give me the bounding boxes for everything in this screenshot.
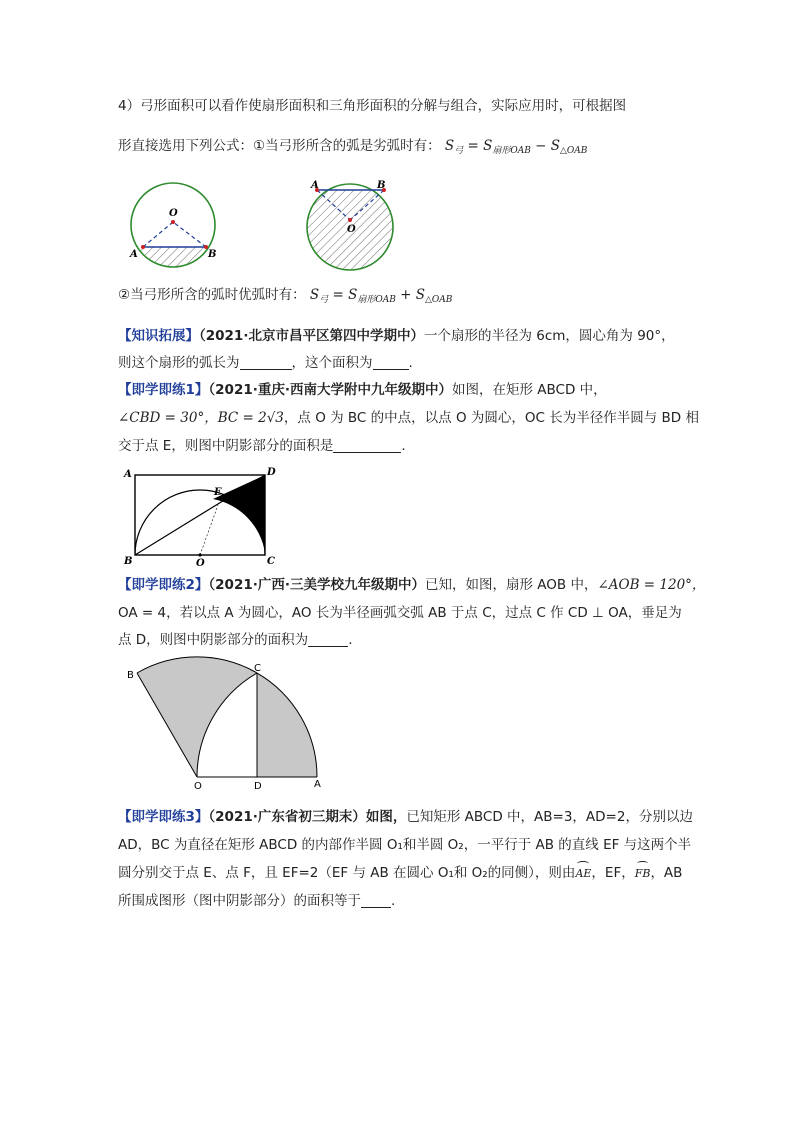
answer-blank[interactable] bbox=[373, 355, 409, 370]
practice1-source: （2021·重庆·西南大学附中九年级期中） bbox=[208, 382, 452, 398]
label-o: O bbox=[169, 208, 178, 219]
label-o: O bbox=[196, 558, 205, 569]
practice1-line-2: ∠CBD = 30°，BC = 2√3，点 O 为 BC 的中点，以点 O 为圆心，OC 长为半径作半圆与 BD 相 bbox=[118, 410, 699, 426]
answer-blank[interactable] bbox=[333, 438, 401, 453]
label-c: C bbox=[254, 663, 261, 674]
label-o: O bbox=[347, 224, 356, 235]
answer-blank[interactable] bbox=[240, 355, 292, 370]
practice1-line-3: 交于点 E，则图中阴影部分的面积是 . bbox=[118, 438, 406, 454]
label-c: C bbox=[267, 556, 275, 567]
label-a: A bbox=[130, 249, 138, 260]
practice1-tag: 【即学即练1】 bbox=[118, 382, 209, 398]
practice3-line-1: 【即学即练3】（2021·广东省初三期末）如图，已知矩形 ABCD 中，AB=3，AD=2，分别以边 bbox=[118, 809, 693, 825]
arc-ae: AE bbox=[575, 864, 591, 884]
label-b: B bbox=[377, 180, 386, 191]
answer-blank[interactable] bbox=[361, 893, 391, 908]
practice3-source: （2021·广东省初三期末）如图， bbox=[208, 809, 407, 825]
label-e: E bbox=[214, 487, 222, 498]
label-b: B bbox=[124, 556, 133, 567]
figure-minor-segment bbox=[120, 178, 230, 278]
label-o: O bbox=[194, 781, 202, 792]
practice2-line-3: 点 D，则图中阴影部分的面积为 . bbox=[118, 632, 353, 648]
label-b: B bbox=[127, 670, 134, 681]
practice1-line-1: 【即学即练1】（2021·重庆·西南大学附中九年级期中）如图，在矩形 ABCD 中， bbox=[118, 382, 607, 398]
label-d: D bbox=[267, 467, 276, 478]
intro-line-3 bbox=[118, 285, 452, 310]
formula-minor-arc: $S_弓 = S_{扇形OAB} - S_{\triangle OAB}$ bbox=[444, 138, 588, 156]
label-a: A bbox=[124, 469, 132, 480]
figure-rectangle-semicircle bbox=[118, 465, 278, 570]
practice3-line-4: 所围成图形（图中阴影部分）的面积等于 . bbox=[118, 893, 396, 909]
intro-line-2 bbox=[118, 136, 587, 161]
label-b: B bbox=[208, 249, 217, 260]
practice3-line-2: AD，BC 为直径在矩形 ABCD 的内部作半圆 O₁和半圆 O₂，一平行于 AB 的直线 EF 与这两个半 bbox=[118, 837, 692, 853]
knowledge-line-1: 【知识拓展】（2021·北京市昌平区第四中学期中）一个扇形的半径为 6cm，圆心角为 90°， bbox=[118, 328, 675, 344]
label-a: A bbox=[314, 779, 321, 790]
practice3-line-3: 圆分别交于点 E、点 F，且 EF=2（EF 与 AB 在圆心 O₁和 O₂的同侧），则由AE，EF，FB，AB bbox=[118, 863, 682, 884]
intro-line-1: 4）弓形面积可以看作使扇形面积和三角形面积的分解与组合，实际应用时，可根据图 bbox=[118, 98, 627, 114]
practice2-tag: 【即学即练2】 bbox=[118, 577, 209, 593]
label-a: A bbox=[311, 180, 319, 191]
intro-line-2-text: 形直接选用下列公式：①当弓形所含的弧是劣弧时有： bbox=[118, 138, 441, 154]
arc-fb: FB bbox=[635, 864, 651, 884]
practice2-source: （2021·广西·三美学校九年级期中） bbox=[208, 577, 425, 593]
practice2-line-2: OA = 4，若以点 A 为圆心，AO 长为半径画弧交弧 AB 于点 C，过点 C 作 CD ⊥ OA，垂足为 bbox=[118, 605, 682, 621]
figure-sector bbox=[120, 660, 335, 795]
knowledge-line-2: 则这个扇形的弧长为 ，这个面积为 . bbox=[118, 355, 413, 371]
answer-blank[interactable] bbox=[308, 632, 348, 647]
formula-major-arc: $S_弓 = S_{扇形OAB} + S_{\triangle OAB}$ bbox=[309, 287, 453, 305]
practice2-line-1: 【即学即练2】（2021·广西·三美学校九年级期中）已知，如图，扇形 AOB 中，∠AOB = 120°， bbox=[118, 577, 706, 593]
knowledge-tag: 【知识拓展】 bbox=[118, 328, 199, 344]
figure-major-segment bbox=[300, 176, 410, 276]
practice3-tag: 【即学即练3】 bbox=[118, 809, 209, 825]
intro-line-3-text: ②当弓形所含的弧时优弧时有： bbox=[118, 287, 306, 303]
label-d: D bbox=[254, 781, 262, 792]
knowledge-source: （2021·北京市昌平区第四中学期中） bbox=[199, 328, 424, 344]
